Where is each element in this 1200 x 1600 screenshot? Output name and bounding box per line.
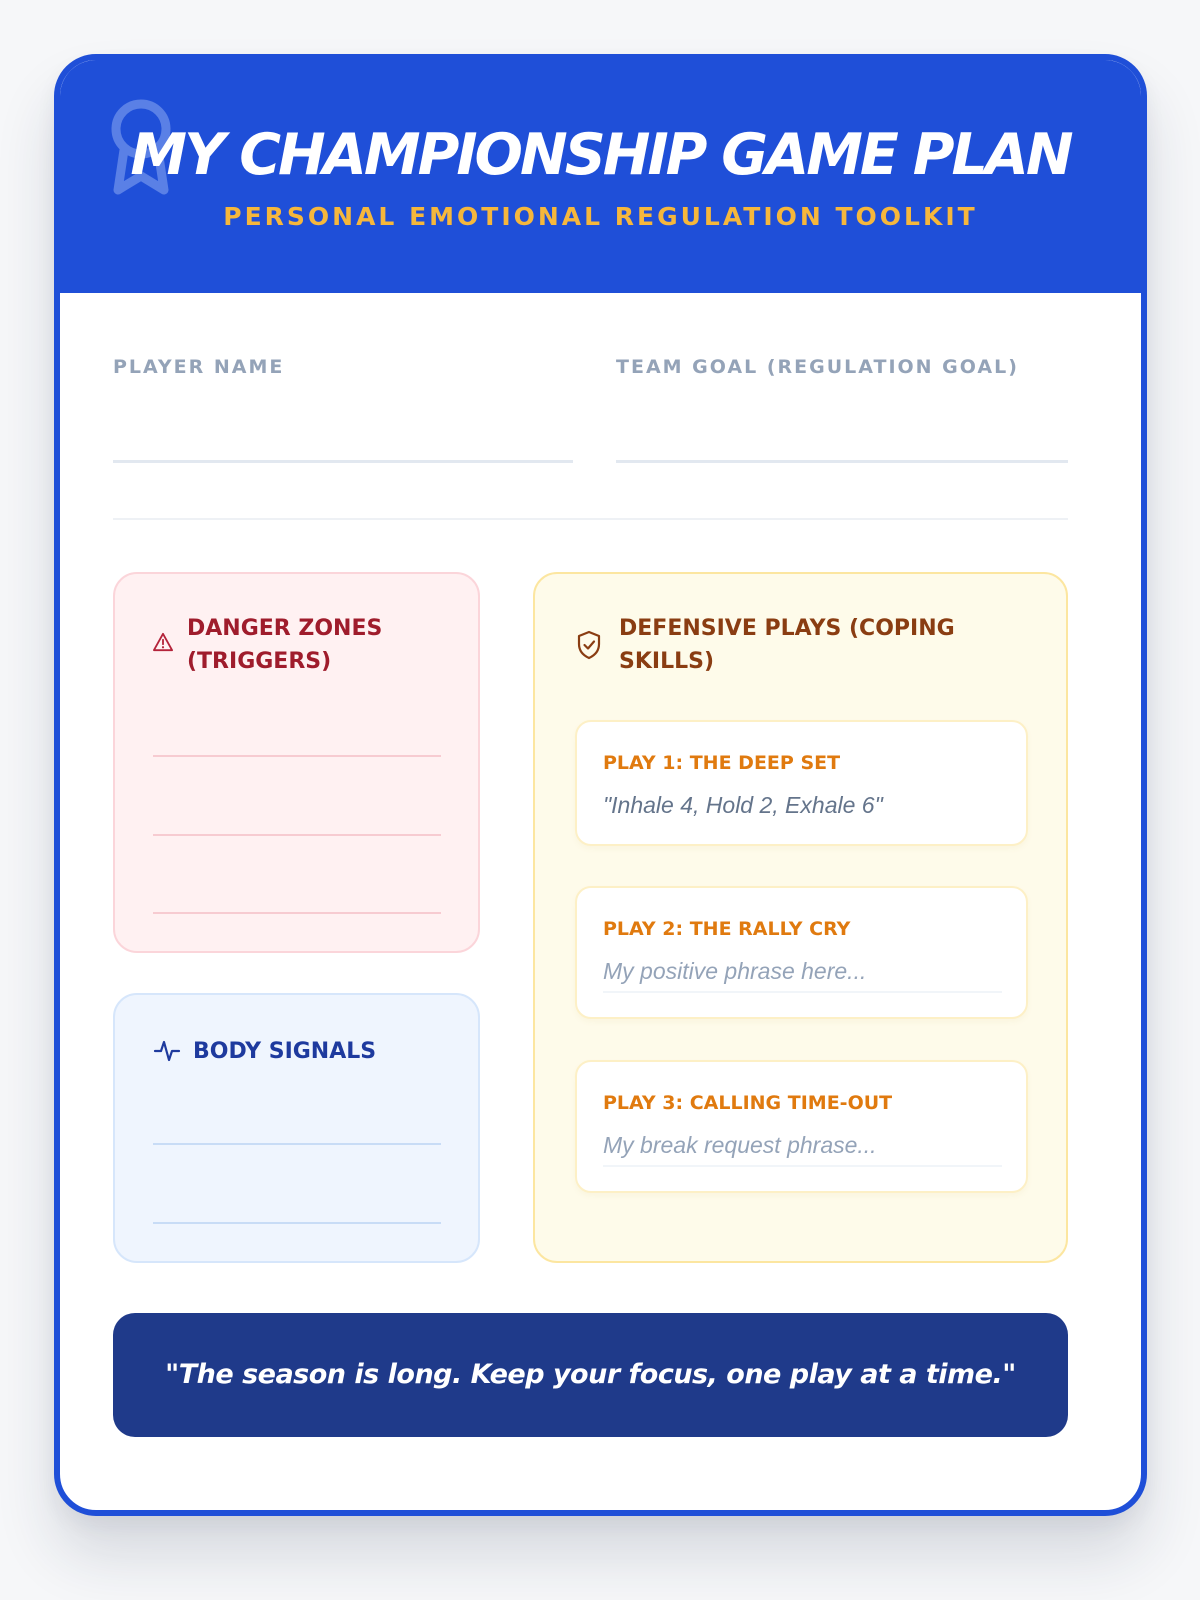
play-title: PLAY 3: CALLING TIME-OUT [603, 1092, 893, 1114]
rally-cry-input[interactable]: My positive phrase here... [603, 958, 867, 984]
page-subtitle: PERSONAL EMOTIONAL REGULATION TOOLKIT [223, 202, 978, 231]
time-out-input[interactable]: My break request phrase... [603, 1132, 877, 1158]
motivational-quote: "The season is long. Keep your focus, one play at a time." [113, 1313, 1068, 1437]
trigger-line-3[interactable] [153, 912, 441, 914]
body-signals-box [113, 993, 480, 1263]
shield-check-icon [576, 630, 602, 660]
play-card [575, 1060, 1028, 1193]
signal-line-2[interactable] [153, 1222, 441, 1224]
play-title: PLAY 1: THE DEEP SET [603, 752, 841, 774]
danger-zones-box [113, 572, 480, 953]
play-text: "Inhale 4, Hold 2, Exhale 6" [603, 792, 883, 818]
body-signals-title: BODY SIGNALS [193, 1039, 377, 1064]
play-title: PLAY 2: THE RALLY CRY [603, 918, 851, 940]
input-underline [603, 991, 1002, 993]
divider [113, 518, 1068, 520]
team-goal-label: TEAM GOAL (REGULATION GOAL) [616, 356, 1019, 378]
player-name-label: PLAYER NAME [113, 356, 285, 378]
play-card [575, 720, 1028, 846]
danger-zones-title: DANGER ZONES (TRIGGERS) [187, 616, 383, 674]
game-plan-card [54, 54, 1147, 1516]
defensive-plays-title: DEFENSIVE PLAYS (COPING SKILLS) [619, 616, 955, 674]
header [60, 60, 1141, 293]
trigger-line-2[interactable] [153, 834, 441, 836]
trigger-line-1[interactable] [153, 755, 441, 757]
team-goal-field[interactable] [616, 460, 1068, 463]
page-title: MY CHAMPIONSHIP GAME PLAN [130, 122, 1071, 188]
defensive-plays-box [533, 572, 1068, 1263]
player-name-field[interactable] [113, 460, 573, 463]
signal-line-1[interactable] [153, 1143, 441, 1145]
play-card [575, 886, 1028, 1019]
input-underline [603, 1165, 1002, 1167]
activity-pulse-icon [153, 1038, 181, 1064]
alert-triangle-icon [152, 632, 174, 652]
